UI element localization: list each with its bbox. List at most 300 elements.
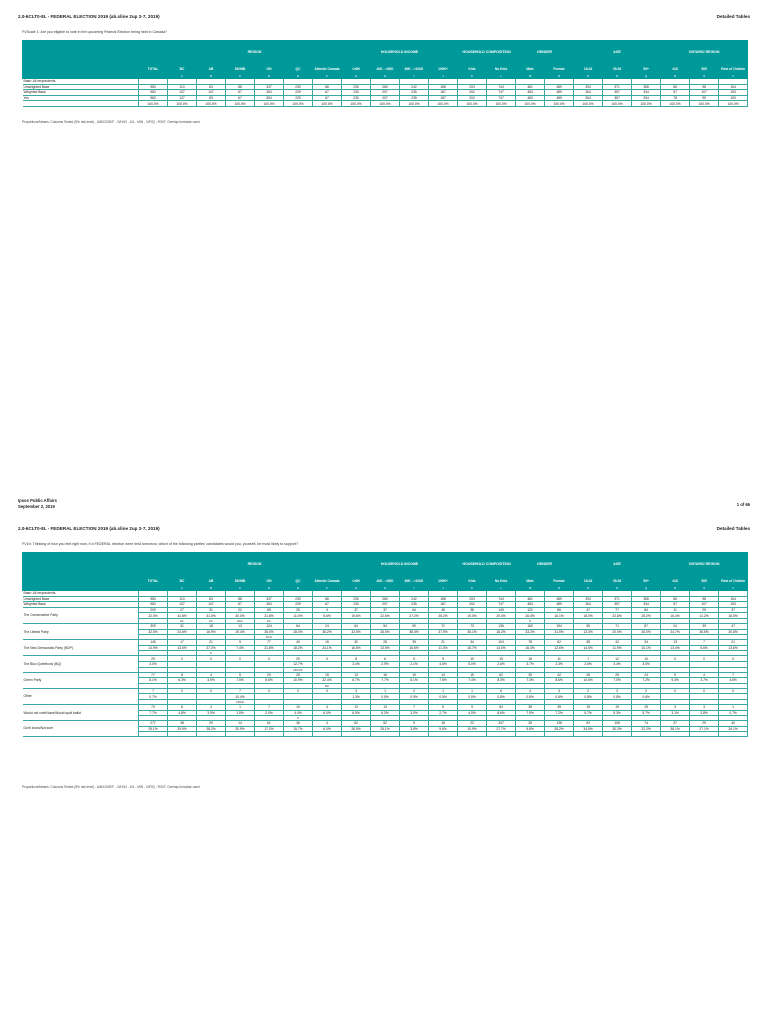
cell-count: 108 — [603, 721, 632, 727]
cell-value: 67 — [313, 90, 342, 96]
cell-count: 38 — [516, 704, 545, 710]
cell-percent: 3.8% — [400, 726, 429, 732]
column-header: TOTAL — [139, 576, 168, 586]
cell-percent: 4.4% — [284, 710, 313, 716]
cell-percent: 21.8% — [255, 613, 284, 619]
cell-count: 2 — [400, 688, 429, 694]
cell-count: 4 — [197, 672, 226, 678]
cell-percent: 22.0% — [139, 613, 168, 619]
cell-percent: 6.6% — [690, 645, 719, 651]
cell-percent: 28.2% — [197, 726, 226, 732]
answer-label: Don't know/Not sure — [23, 721, 139, 737]
column-header: 60K - <100K — [400, 64, 429, 74]
cell-significance — [545, 732, 574, 737]
cell-percent: 7.0% — [603, 678, 632, 684]
cell-value: 100.0% — [487, 101, 516, 107]
cell-value: 489 — [545, 84, 574, 90]
cell-value: 747 — [487, 95, 516, 101]
cell-count: 42 — [545, 672, 574, 678]
cell-count: 25 — [284, 672, 313, 678]
cell-percent: 7.7% — [371, 678, 400, 684]
column-letter: G — [342, 586, 371, 591]
cell-value: 107 — [197, 602, 226, 608]
cell-count: 209 — [139, 607, 168, 613]
cell-count: 37 — [342, 607, 371, 613]
cell-count: 136 — [487, 623, 516, 629]
cell-count: 7 — [574, 656, 603, 662]
cell-percent: 6.3% — [168, 678, 197, 684]
cell-count: 24 — [313, 623, 342, 629]
cell-significance: ABCDF — [284, 667, 313, 672]
cell-percent: 7.4% — [226, 645, 255, 651]
cell-percent: 16.6% — [342, 645, 371, 651]
cell-count: 16 — [313, 640, 342, 646]
cell-percent: 16.9% — [197, 629, 226, 635]
cell-count: 0 — [313, 656, 342, 662]
column-header: AB — [197, 64, 226, 74]
column-letter: A — [168, 74, 197, 79]
cell-percent: 9.6% — [429, 726, 458, 732]
cell-value: 371 — [603, 84, 632, 90]
cell-percent: 5.0% — [458, 661, 487, 667]
cell-percent: 22.6% — [371, 613, 400, 619]
cell-value: 242 — [400, 596, 429, 602]
cell-count: 64 — [487, 704, 516, 710]
cell-count: 5 — [400, 656, 429, 662]
column-letter: M — [516, 586, 545, 591]
cell-count: 0 — [719, 656, 748, 662]
cell-percent: 31.0% — [197, 613, 226, 619]
cell-percent: 18.2% — [487, 629, 516, 635]
cell-percent: 3.9% — [197, 710, 226, 716]
cell-percent: 32.5% — [342, 629, 371, 635]
cell-count: 5 — [226, 672, 255, 678]
cell-value: 127 — [168, 90, 197, 96]
cell-count: 29 — [284, 656, 313, 662]
cell-value: 358 — [632, 596, 661, 602]
cell-count: 9 — [661, 672, 690, 678]
cell-percent: 19.6% — [342, 613, 371, 619]
column-letter: O — [574, 74, 603, 79]
column-letter: I — [400, 586, 429, 591]
cell-percent: 0.6% — [545, 694, 574, 700]
column-letter: Q — [632, 74, 661, 79]
answer-label: The New Democratic Party (NDP) — [23, 640, 139, 656]
column-header: Female — [545, 576, 574, 586]
group-header: REGION — [168, 553, 342, 576]
cell-value: 371 — [603, 596, 632, 602]
cell-value: 100.0% — [313, 101, 342, 107]
cell-percent: 8.1% — [139, 678, 168, 684]
page-header — [18, 14, 750, 22]
cell-value: 187 — [429, 602, 458, 608]
cell-percent: 20.4% — [487, 613, 516, 619]
cell-value: 187 — [429, 90, 458, 96]
cell-count: 14 — [226, 721, 255, 727]
cell-count: 42 — [603, 640, 632, 646]
cell-count: 4 — [516, 688, 545, 694]
cell-percent: 5.3% — [603, 710, 632, 716]
cell-count: 73 — [458, 623, 487, 629]
cell-percent: 24.6% — [168, 629, 197, 635]
cell-count: 74 — [632, 721, 661, 727]
cell-percent: 6.0% — [313, 726, 342, 732]
column-letter: S — [690, 74, 719, 79]
column-letter: T — [719, 74, 748, 79]
cell-value: 100.0% — [574, 101, 603, 107]
cell-count: 62 — [342, 721, 371, 727]
cell-significance — [342, 732, 371, 737]
cell-percent: 0.8% — [516, 694, 545, 700]
cell-count: 10 — [632, 656, 661, 662]
cell-value: 983 — [139, 95, 168, 101]
cell-percent: 11.9% — [603, 645, 632, 651]
cell-count: 6 — [168, 704, 197, 710]
cell-count: 18 — [197, 623, 226, 629]
question-text: FVScale 1: Are you eligible to vote in the upcoming Federal Election being held in Canada? — [22, 30, 168, 34]
cell-percent: 26.0% — [632, 629, 661, 635]
cell-count: 0 — [226, 656, 255, 662]
cell-percent: 0.8% — [574, 694, 603, 700]
column-letter: K — [458, 586, 487, 591]
cell-count: 86 — [545, 607, 574, 613]
cell-value: 230 — [342, 596, 371, 602]
cell-count: 1 — [226, 704, 255, 710]
cell-percent: 7.7% — [139, 710, 168, 716]
cell-value: 489 — [545, 95, 574, 101]
cell-percent: 10.6% — [574, 678, 603, 684]
cell-value: 264 — [574, 90, 603, 96]
cell-value: 86 — [661, 84, 690, 90]
cell-value: 67 — [313, 602, 342, 608]
cell-percent: 36.2% — [313, 629, 342, 635]
cell-count: 22 — [226, 607, 255, 613]
cell-count: 124 — [255, 623, 284, 629]
cell-value: 744 — [487, 84, 516, 90]
cell-significance — [632, 732, 661, 737]
cell-count: 38 — [168, 721, 197, 727]
column-letter: D — [255, 586, 284, 591]
column-header: 905 — [690, 576, 719, 586]
column-letter: E — [284, 74, 313, 79]
cell-percent: 16.1% — [545, 613, 574, 619]
cell-percent: 13.5% — [371, 645, 400, 651]
cell-percent: 3.0% — [400, 710, 429, 716]
cell-value: 483 — [516, 95, 545, 101]
cell-significance — [661, 732, 690, 737]
cell-percent: 7.4% — [458, 678, 487, 684]
cell-value: 83 — [197, 84, 226, 90]
cell-value: 97 — [661, 602, 690, 608]
column-header: <40K — [342, 576, 371, 586]
cell-value: 83 — [197, 596, 226, 602]
column-letter: D — [255, 74, 284, 79]
cell-value: 203 — [458, 596, 487, 602]
cell-count: 29 — [197, 721, 226, 727]
cell-percent: 0.8% — [487, 694, 516, 700]
column-header: TOTAL — [139, 64, 168, 74]
cell-percent: 26.4% — [516, 613, 545, 619]
cell-value: 354 — [255, 602, 284, 608]
cell-percent: 24.7% — [661, 629, 690, 635]
cell-count: 18 — [516, 656, 545, 662]
cell-percent: 27.2% — [400, 613, 429, 619]
cell-percent: 0.5% — [429, 694, 458, 700]
cell-value: 97 — [661, 90, 690, 96]
cell-count: 29 — [139, 656, 168, 662]
cell-percent: 2.3% — [545, 661, 574, 667]
column-header: 55+ — [632, 576, 661, 586]
cell-value: 187 — [429, 95, 458, 101]
cell-value: 357 — [603, 95, 632, 101]
cell-percent: 11.2% — [690, 613, 719, 619]
cell-percent: 38.3% — [400, 629, 429, 635]
cell-count: 54 — [371, 623, 400, 629]
cell-percent: 11.0% — [284, 613, 313, 619]
cell-value: 153 — [719, 90, 748, 96]
cell-percent: 30.0% — [226, 613, 255, 619]
answer-label: Other — [23, 688, 139, 704]
cell-count: 7 — [690, 640, 719, 646]
cell-percent: 0.5% — [458, 694, 487, 700]
cell-count: 0 — [284, 688, 313, 694]
cell-count: 38 — [458, 607, 487, 613]
column-letter: K — [458, 74, 487, 79]
cell-percent: 22.2% — [632, 726, 661, 732]
cell-percent: 29.9% — [168, 726, 197, 732]
cell-percent: 0.7% — [719, 710, 748, 716]
cell-percent: 34.8% — [574, 726, 603, 732]
cell-count: 15 — [313, 672, 342, 678]
row-label — [23, 101, 139, 107]
cell-value: 207 — [371, 95, 400, 101]
column-header: Rest of Ontario — [719, 576, 748, 586]
cell-percent: 7.9% — [516, 710, 545, 716]
group-header-row — [23, 553, 748, 576]
cell-count: 47 — [719, 623, 748, 629]
column-header: Female — [545, 64, 574, 74]
cell-count: 38 — [574, 640, 603, 646]
cell-count: 0 — [661, 688, 690, 694]
cell-count: 47 — [574, 607, 603, 613]
cell-value: 235 — [400, 90, 429, 96]
cell-significance: D — [284, 716, 313, 721]
cell-count: 62 — [545, 640, 574, 646]
footer-company — [18, 498, 57, 509]
cell-percent: 29.1% — [139, 726, 168, 732]
cell-percent: 15.7% — [284, 726, 313, 732]
crosstab-table — [22, 40, 748, 107]
cell-percent: 6.3% — [371, 710, 400, 716]
cell-value: 100.0% — [690, 101, 719, 107]
row-label: Unweighted Base — [23, 84, 139, 90]
cell-count: 35 — [516, 672, 545, 678]
cell-value: 186 — [429, 84, 458, 90]
cell-percent: 14.9% — [139, 645, 168, 651]
cell-count: 9 — [400, 721, 429, 727]
cell-value: 354 — [255, 95, 284, 101]
cell-value: 98 — [690, 84, 719, 90]
cell-count: 19 — [603, 704, 632, 710]
column-header: Rest of Ontario — [719, 64, 748, 74]
cell-count: 5 — [429, 704, 458, 710]
cell-value: 100.0% — [545, 101, 574, 107]
cell-significance: ABDE — [226, 699, 255, 704]
cell-percent: 38.1% — [661, 726, 690, 732]
cell-count: 24 — [632, 672, 661, 678]
cell-significance: BCE — [255, 635, 284, 640]
cell-count: 8 — [342, 656, 371, 662]
cell-count: 0 — [690, 656, 719, 662]
cell-count: 35 — [545, 704, 574, 710]
column-letter: F — [313, 586, 342, 591]
cell-count: 34 — [458, 640, 487, 646]
cell-value: 242 — [400, 84, 429, 90]
cell-value: 230 — [342, 95, 371, 101]
cell-percent: 41.6% — [168, 613, 197, 619]
cell-value: 78 — [661, 95, 690, 101]
cell-value: 98 — [690, 596, 719, 602]
cell-percent: 2.0% — [255, 710, 284, 716]
cell-count: 65 — [255, 607, 284, 613]
cell-count: 61 — [255, 721, 284, 727]
cell-value: 207 — [371, 90, 400, 96]
cell-value: 334 — [632, 602, 661, 608]
group-header: GENDER — [516, 41, 574, 64]
cell-count: 28 — [574, 672, 603, 678]
cell-count: 13 — [661, 640, 690, 646]
cell-percent: 4.8% — [168, 710, 197, 716]
cell-significance — [719, 732, 748, 737]
column-letter: B — [197, 586, 226, 591]
column-header: 100K+ — [429, 576, 458, 586]
column-letter: P — [603, 586, 632, 591]
cell-count: 48 — [429, 607, 458, 613]
column-header: 60K - <100K — [400, 576, 429, 586]
cell-count: 34 — [632, 640, 661, 646]
cell-value: 202 — [458, 602, 487, 608]
cell-percent: 26.9% — [342, 726, 371, 732]
column-header: 100K+ — [429, 64, 458, 74]
cell-value: 483 — [516, 602, 545, 608]
column-header: Kids — [458, 64, 487, 74]
cell-value: 100.0% — [284, 101, 313, 107]
cell-significance — [400, 732, 429, 737]
cell-value: 107 — [197, 90, 226, 96]
cell-percent: 3.4% — [603, 661, 632, 667]
cell-percent: 8.6% — [545, 678, 574, 684]
cell-percent: 2.6% — [574, 661, 603, 667]
cell-percent: 6.9% — [342, 710, 371, 716]
cell-percent: 3.9% — [197, 678, 226, 684]
cell-percent: 2.6% — [487, 661, 516, 667]
cell-percent: 11.3% — [429, 645, 458, 651]
column-header: BC — [168, 64, 197, 74]
cell-count: 71 — [429, 623, 458, 629]
cell-value: 88 — [313, 84, 342, 90]
cell-count: 7 — [255, 704, 284, 710]
cell-significance — [487, 732, 516, 737]
group-header: HOUSEHOLD COMPOSITION — [458, 41, 516, 64]
row-label: Base: All respondents — [23, 591, 139, 597]
report-title: 2.0-6CLT0-8L - FEDERAL ELECTION 2019 (ab.sline 2up 2-7, 2019) — [18, 14, 160, 19]
cell-count: 27 — [168, 607, 197, 613]
group-header: GENDER — [516, 553, 574, 576]
cell-percent: 25.2% — [632, 613, 661, 619]
column-letter: I — [400, 74, 429, 79]
cell-count: 30 — [342, 640, 371, 646]
column-header: BC — [168, 576, 197, 586]
cell-count: 3 — [603, 688, 632, 694]
cell-count: 11 — [545, 656, 574, 662]
cell-count: 15 — [458, 672, 487, 678]
cell-value: 280 — [371, 84, 400, 90]
column-header: SK/MB — [226, 576, 255, 586]
cell-significance — [168, 732, 197, 737]
column-letter: S — [690, 586, 719, 591]
column-letter: J — [429, 74, 458, 79]
cell-significance — [574, 732, 603, 737]
cell-value: 100.0% — [400, 101, 429, 107]
header-blank — [139, 41, 168, 64]
cell-percent: 16.5% — [719, 613, 748, 619]
cell-percent: 26.2% — [429, 613, 458, 619]
cell-percent: 5.7% — [574, 710, 603, 716]
cell-value: 357 — [603, 602, 632, 608]
cell-percent: 24.1% — [313, 645, 342, 651]
column-letter: P — [603, 74, 632, 79]
cell-count: 77 — [255, 640, 284, 646]
cell-value: 358 — [632, 84, 661, 90]
cell-count: 2 — [574, 688, 603, 694]
cell-percent: 36.1% — [458, 629, 487, 635]
cell-count: 15 — [574, 704, 603, 710]
cell-count: 64 — [284, 623, 313, 629]
answer-label: The Liberal Party — [23, 623, 139, 639]
cell-percent: 12.7% — [284, 661, 313, 667]
cell-percent: 10.9% — [284, 678, 313, 684]
cell-count: 8 — [168, 672, 197, 678]
cell-value: 354 — [255, 90, 284, 96]
cell-value: 230 — [342, 84, 371, 90]
header-blank — [23, 553, 139, 576]
answer-label: Would not vote/None/Would spoil ballot — [23, 704, 139, 720]
cell-count: 28 — [516, 721, 545, 727]
column-letter: N — [545, 586, 574, 591]
column-letter: L — [487, 586, 516, 591]
cell-value: 67 — [226, 95, 255, 101]
cell-percent: 16.6% — [400, 645, 429, 651]
cell-count: 4 — [313, 704, 342, 710]
cell-percent: 8.6% — [487, 710, 516, 716]
cell-significance: EF — [255, 618, 284, 623]
page-header — [18, 526, 750, 534]
cell-percent: 20.9% — [226, 726, 255, 732]
cell-value: 235 — [400, 95, 429, 101]
cell-value: 489 — [545, 602, 574, 608]
cell-count: 0 — [719, 688, 748, 694]
column-header: 35-54 — [603, 64, 632, 74]
cell-value: 88 — [226, 84, 255, 90]
row-label: Unweighted Base — [23, 596, 139, 602]
cell-value: 983 — [139, 90, 168, 96]
cell-count: 25 — [603, 672, 632, 678]
cell-value: 747 — [487, 90, 516, 96]
column-header: 416 — [661, 64, 690, 74]
cell-percent: 16.4% — [661, 613, 690, 619]
cell-significance: N — [516, 618, 545, 623]
column-letter: H — [371, 586, 400, 591]
